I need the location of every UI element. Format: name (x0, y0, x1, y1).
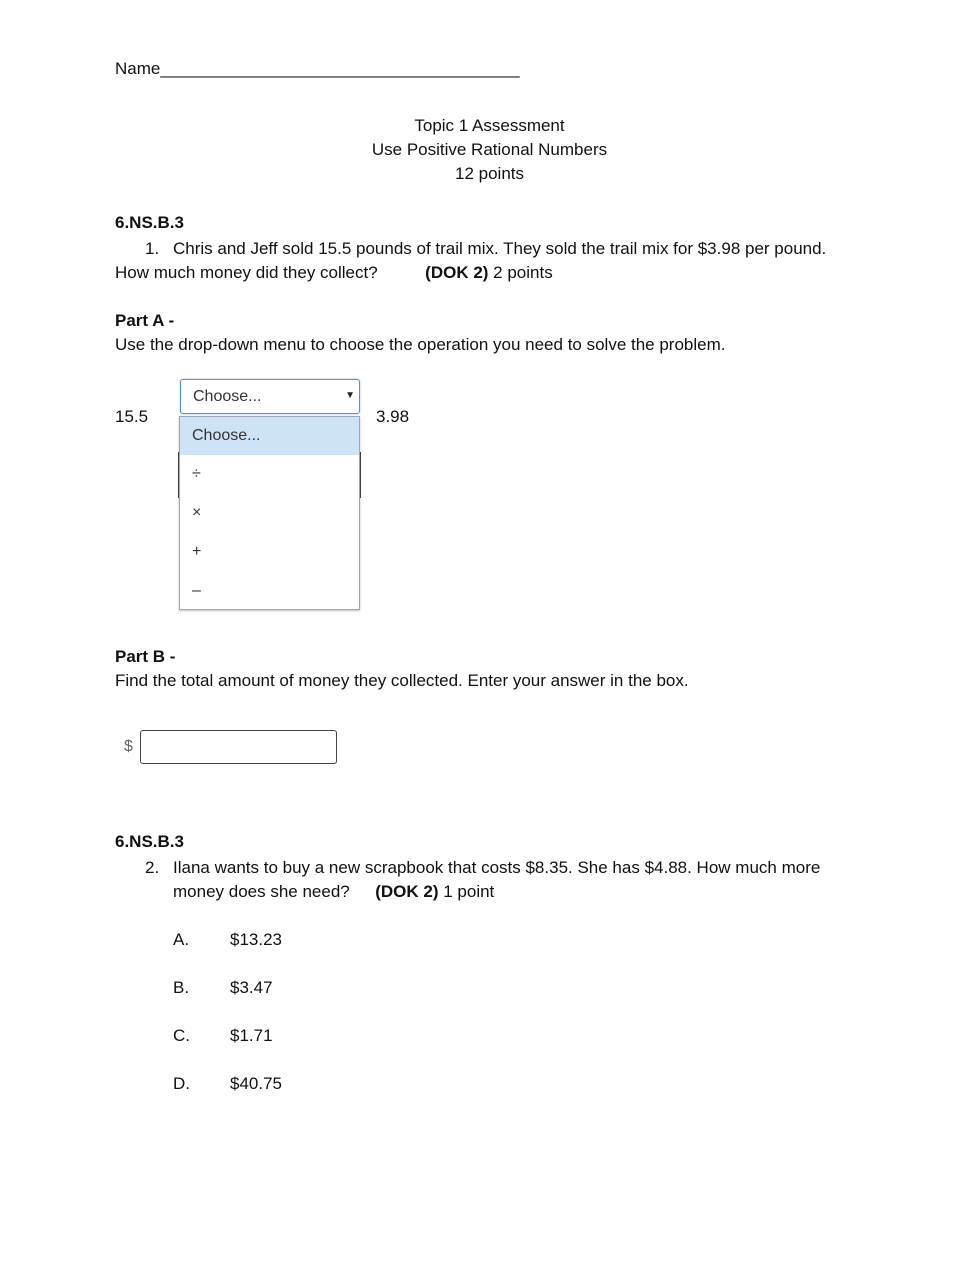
choice-d-letter: D. (173, 1074, 190, 1093)
q2-text-line2 (173, 882, 494, 902)
option-subtract[interactable]: – (192, 582, 201, 599)
option-multiply[interactable]: × (192, 504, 202, 521)
select-value: Choose... (193, 388, 262, 405)
part-a-label: Part A - (115, 311, 175, 330)
name-label: Name (115, 59, 161, 78)
page-title: Topic 1 Assessment (414, 116, 565, 135)
caret-down-icon: ▼ (345, 390, 355, 401)
option-choose[interactable]: Choose... (180, 417, 359, 455)
q1-question: How much money did they collect? (115, 263, 378, 282)
q1-points: 2 points (493, 263, 553, 282)
operation-select[interactable] (180, 379, 360, 414)
option-divide[interactable]: ÷ (192, 465, 201, 482)
q2-standard: 6.NS.B.3 (115, 832, 184, 851)
part-b-label: Part B - (115, 647, 176, 666)
q2-points: 1 point (443, 882, 495, 901)
q1-text-line1: Chris and Jeff sold 15.5 pounds of trail mix. They sold the trail mix for $3.98 per pound. (173, 239, 827, 258)
name-blank-line: ______________________________________ (160, 59, 520, 78)
answer-input[interactable] (140, 730, 337, 764)
q1-number: 1. (145, 239, 160, 258)
q1-text-line2 (115, 263, 553, 283)
choice-d-value[interactable]: $40.75 (230, 1074, 282, 1093)
choice-a-value[interactable]: $13.23 (230, 930, 282, 949)
right-operand: 3.98 (376, 407, 410, 426)
choice-a-letter: A. (173, 930, 190, 949)
choice-b-value[interactable]: $3.47 (230, 978, 273, 997)
q1-standard: 6.NS.B.3 (115, 213, 184, 232)
q2-text-line1: Ilana wants to buy a new scrapbook that costs $8.35. She has $4.88. How much more (173, 858, 821, 877)
q2-number: 2. (145, 858, 160, 877)
total-points: 12 points (455, 164, 524, 183)
q2-dok: (DOK 2) (375, 882, 439, 901)
option-add[interactable]: + (192, 543, 202, 560)
name-field (115, 59, 520, 79)
operation-options-list (179, 416, 360, 610)
left-operand: 15.5 (115, 407, 149, 426)
currency-symbol: $ (124, 738, 133, 755)
choice-c-value[interactable]: $1.71 (230, 1026, 273, 1045)
part-b-instruction: Find the total amount of money they collected. Enter your answer in the box. (115, 671, 689, 690)
choice-c-letter: C. (173, 1026, 190, 1045)
choice-b-letter: B. (173, 978, 190, 997)
q2-question: money does she need? (173, 882, 350, 901)
part-a-instruction: Use the drop-down menu to choose the operation you need to solve the problem. (115, 335, 726, 354)
page-subtitle: Use Positive Rational Numbers (371, 140, 608, 159)
q1-dok: (DOK 2) (425, 263, 489, 282)
